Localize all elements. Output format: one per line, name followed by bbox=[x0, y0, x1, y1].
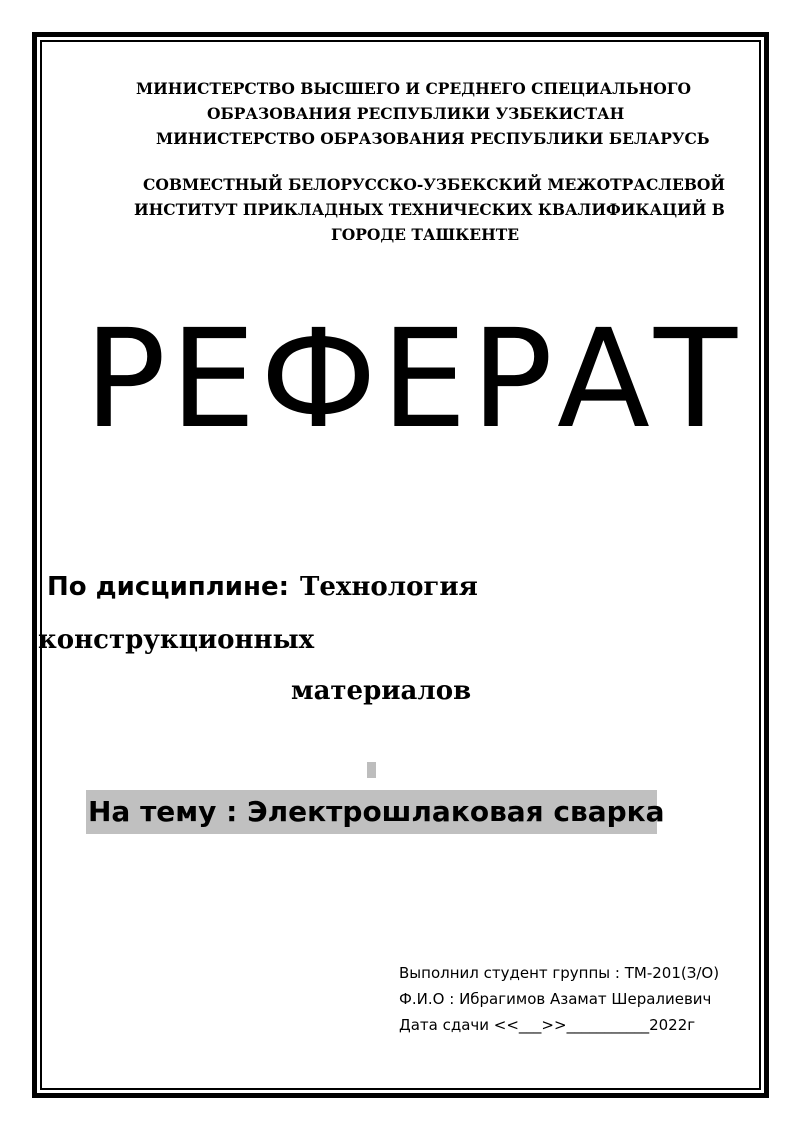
discipline-value-line-3: материалов bbox=[291, 676, 472, 706]
topic-heading: На тему : Электрошлаковая сварка bbox=[86, 790, 657, 834]
ministry-line-3: МИНИСТЕРСТВО ОБРАЗОВАНИЯ РЕСПУБЛИКИ БЕЛАРУСЬ bbox=[156, 129, 710, 148]
text-cursor-marker bbox=[367, 762, 376, 778]
ministry-line-1: МИНИСТЕРСТВО ВЫСШЕГО И СРЕДНЕГО СПЕЦИАЛЬНОГО bbox=[136, 79, 692, 98]
document-title: РЕФЕРАТ bbox=[84, 301, 742, 459]
student-group: Выполнил студент группы : ТМ-201(З/О) bbox=[399, 964, 720, 982]
institute-line-1: СОВМЕСТНЫЙ БЕЛОРУССКО-УЗБЕКСКИЙ МЕЖОТРАСЛЕВОЙ bbox=[143, 175, 726, 194]
discipline-label: По дисциплине: bbox=[47, 572, 290, 602]
submission-date: Дата сдачи <<___>>___________2022г bbox=[399, 1016, 696, 1034]
discipline-value-line-1: Технология bbox=[300, 572, 478, 602]
student-name: Ф.И.О : Ибрагимов Азамат Шералиевич bbox=[399, 990, 712, 1008]
discipline-value-line-2: конструкционных bbox=[38, 625, 315, 655]
ministry-line-2: ОБРАЗОВАНИЯ РЕСПУБЛИКИ УЗБЕКИСТАН bbox=[207, 104, 625, 123]
institute-line-2: ИНСТИТУТ ПРИКЛАДНЫХ ТЕХНИЧЕСКИХ КВАЛИФИКАЦИЙ В bbox=[134, 200, 725, 219]
institute-line-3: ГОРОДЕ ТАШКЕНТЕ bbox=[331, 225, 520, 244]
